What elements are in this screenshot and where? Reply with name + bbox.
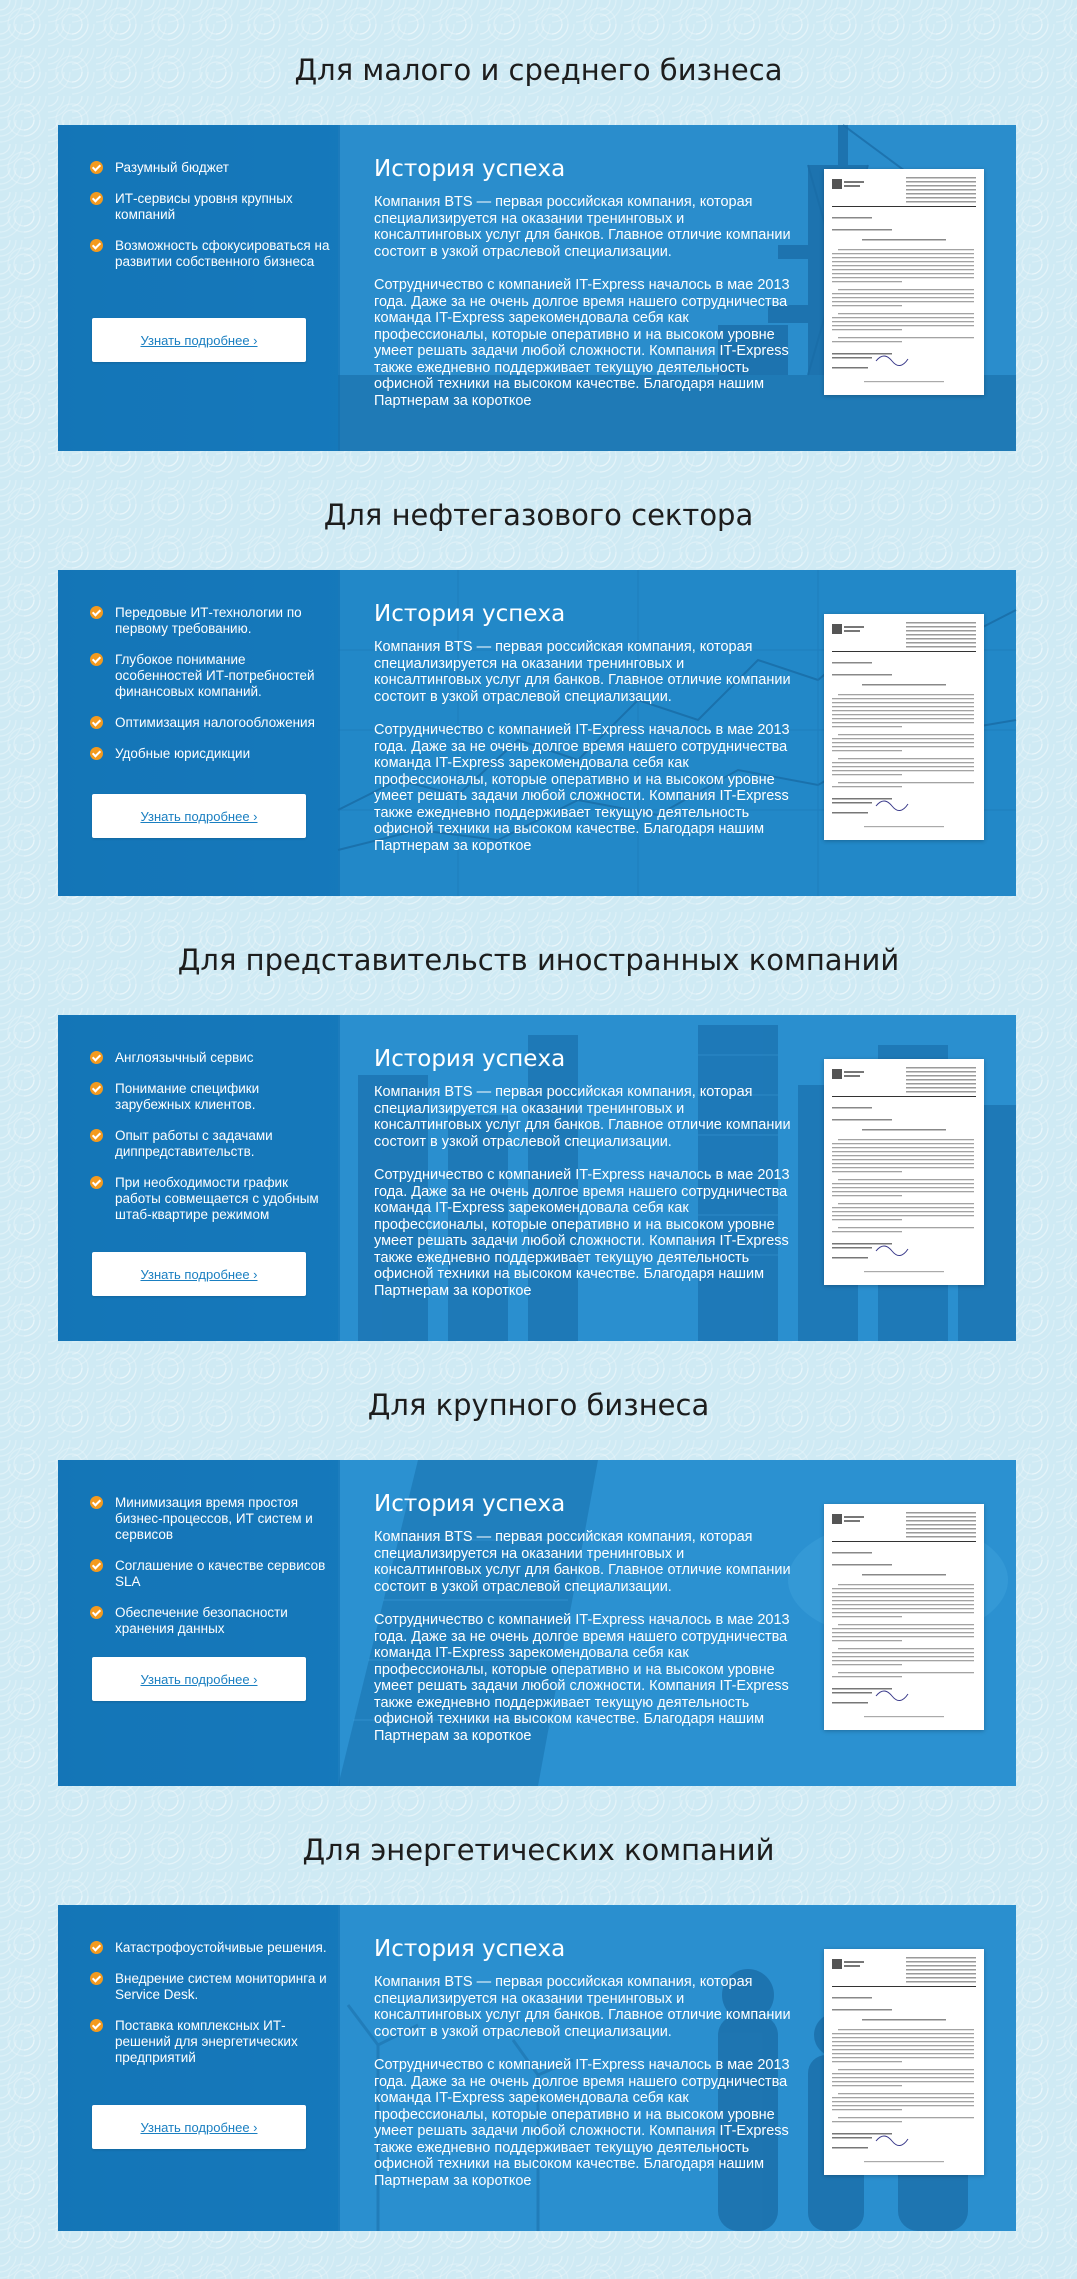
orange-check-circle-icon	[90, 1972, 103, 1985]
learn-more-button[interactable]: Узнать подробнее ›	[92, 1252, 306, 1296]
orange-check-circle-icon	[90, 1129, 103, 1142]
signature-mark	[876, 801, 908, 811]
benefits-list	[90, 1495, 330, 1652]
benefits-list	[90, 1050, 330, 1238]
benefit-item: Оптимизация налогообложения	[90, 715, 330, 731]
industry-banner	[58, 570, 1016, 896]
story-paragraph: Компания BTS — первая российская компания, которая специализируется на оказании тренинговых и консалтинговых услуг для банков. Главное отличие компании состоит в узкой отраслевой специализации.	[374, 1084, 791, 1150]
orange-check-circle-icon	[90, 1559, 103, 1572]
benefit-item: Поставка комплексных ИТ-решений для энергетических предприятий	[90, 2018, 330, 2066]
story-paragraph: Сотрудничество с компанией IT-Express началось в мае 2013 года. Даже за не очень долгое время нашего сотрудничества команда IT-Express зарекомендовала себя как профессионалы, которые оперативно и на высоком уровне умеет решать задачи любой сложности. Компания IT-Express также ежедневно поддерживает текущую деятельность офисной техники на высоком качестве. Благодаря нашим Партнерам за короткое	[374, 722, 790, 854]
company-logo-mark	[832, 179, 842, 189]
story-paragraph: Сотрудничество с компанией IT-Express началось в мае 2013 года. Даже за не очень долгое время нашего сотрудничества команда IT-Express зарекомендовала себя как профессионалы, которые оперативно и на высоком уровне умеет решать задачи любой сложности. Компания IT-Express также ежедневно поддерживает текущую деятельность офисной техники на высоком качестве. Благодаря нашим Партнерам за короткое	[374, 2057, 790, 2189]
orange-check-circle-icon	[90, 2019, 103, 2032]
orange-check-circle-icon	[90, 1941, 103, 1954]
story-title: История успеха	[374, 1936, 566, 1962]
section-title: Для крупного бизнеса	[367, 1388, 710, 1422]
success-story	[374, 600, 794, 855]
orange-check-circle-icon	[90, 239, 103, 252]
benefit-item: Внедрение систем мониторинга и Service Desk.	[90, 1971, 330, 2003]
benefits-list	[90, 605, 330, 777]
section-title: Для представительств иностранных компаний	[177, 943, 900, 977]
benefit-item: Передовые ИТ-технологии по первому требованию.	[90, 605, 330, 637]
orange-check-circle-icon	[90, 192, 103, 205]
section-oil-gas	[0, 480, 1077, 896]
story-paragraph: Сотрудничество с компанией IT-Express началось в мае 2013 года. Даже за не очень долгое время нашего сотрудничества команда IT-Express зарекомендовала себя как профессионалы, которые оперативно и на высоком уровне умеет решать задачи любой сложности. Компания IT-Express также ежедневно поддерживает текущую деятельность офисной техники на высоком качестве. Благодаря нашим Партнерам за короткое	[374, 1167, 790, 1299]
story-paragraph: Компания BTS — первая российская компания, которая специализируется на оказании тренинговых и консалтинговых услуг для банков. Главное отличие компании состоит в узкой отраслевой специализации.	[374, 1529, 791, 1595]
industry-banner	[58, 1460, 1016, 1786]
success-story	[374, 155, 794, 410]
letter-page-illustration	[824, 614, 984, 840]
story-paragraph: Сотрудничество с компанией IT-Express началось в мае 2013 года. Даже за не очень долгое время нашего сотрудничества команда IT-Express зарекомендовала себя как профессионалы, которые оперативно и на высоком уровне умеет решать задачи любой сложности. Компания IT-Express также ежедневно поддерживает текущую деятельность офисной техники на высоком качестве. Благодаря нашим Партнерам за короткое	[374, 1612, 790, 1744]
recommendation-letter-thumbnail[interactable]	[824, 614, 984, 840]
section-foreign-representations	[0, 925, 1077, 1341]
story-paragraph: Сотрудничество с компанией IT-Express началось в мае 2013 года. Даже за не очень долгое время нашего сотрудничества команда IT-Express зарекомендовала себя как профессионалы, которые оперативно и на высоком уровне умеет решать задачи любой сложности. Компания IT-Express также ежедневно поддерживает текущую деятельность офисной техники на высоком качестве. Благодаря нашим Партнерам за короткое	[374, 277, 790, 409]
orange-check-circle-icon	[90, 606, 103, 619]
benefit-item: Удобные юрисдикции	[90, 746, 330, 762]
signature-mark	[876, 1691, 908, 1701]
learn-more-button[interactable]: Узнать подробнее ›	[92, 318, 306, 362]
story-paragraph: Компания BTS — первая российская компания, которая специализируется на оказании тренинговых и консалтинговых услуг для банков. Главное отличие компании состоит в узкой отраслевой специализации.	[374, 1974, 791, 2040]
orange-check-circle-icon	[90, 653, 103, 666]
company-logo-mark	[832, 624, 842, 634]
section-title: Для нефтегазового сектора	[323, 498, 754, 532]
company-logo-mark	[832, 1514, 842, 1524]
recommendation-letter-thumbnail[interactable]	[824, 1059, 984, 1285]
section-title: Для малого и среднего бизнеса	[294, 53, 783, 87]
recommendation-letter-thumbnail[interactable]	[824, 169, 984, 395]
company-logo-mark	[832, 1069, 842, 1079]
orange-check-circle-icon	[90, 1176, 103, 1189]
recommendation-letter-thumbnail[interactable]	[824, 1504, 984, 1730]
benefits-list	[90, 1940, 330, 2081]
orange-check-circle-icon	[90, 161, 103, 174]
section-small-medium-business	[0, 35, 1077, 451]
benefit-item: Катастрофоустойчивые решения.	[90, 1940, 330, 1956]
signature-mark	[876, 2136, 908, 2146]
success-story	[374, 1935, 794, 2190]
benefit-item: Глубокое понимание особенностей ИТ-потребностей финансовых компаний.	[90, 652, 330, 700]
signature-mark	[876, 1246, 908, 1256]
section-large-business	[0, 1370, 1077, 1786]
letter-page-illustration	[824, 1949, 984, 2175]
learn-more-button[interactable]: Узнать подробнее ›	[92, 2105, 306, 2149]
learn-more-button[interactable]: Узнать подробнее ›	[92, 794, 306, 838]
orange-check-circle-icon	[90, 716, 103, 729]
benefit-item: Разумный бюджет	[90, 160, 330, 176]
signature-mark	[876, 356, 908, 366]
orange-check-circle-icon	[90, 1496, 103, 1509]
orange-check-circle-icon	[90, 747, 103, 760]
section-energy-companies	[0, 1815, 1077, 2231]
story-title: История успеха	[374, 1491, 566, 1517]
company-logo-mark	[832, 1959, 842, 1969]
benefit-item: Соглашение о качестве сервисов SLA	[90, 1558, 330, 1590]
story-paragraph: Компания BTS — первая российская компания, которая специализируется на оказании тренинговых и консалтинговых услуг для банков. Главное отличие компании состоит в узкой отраслевой специализации.	[374, 639, 791, 705]
industry-banner	[58, 1015, 1016, 1341]
success-story	[374, 1490, 794, 1745]
benefit-item: ИТ-сервисы уровня крупных компаний	[90, 191, 330, 223]
recommendation-letter-thumbnail[interactable]	[824, 1949, 984, 2175]
orange-check-circle-icon	[90, 1082, 103, 1095]
benefit-item: Минимизация время простоя бизнес-процессов, ИТ систем и сервисов	[90, 1495, 330, 1543]
story-title: История успеха	[374, 601, 566, 627]
story-title: История успеха	[374, 156, 566, 182]
orange-check-circle-icon	[90, 1606, 103, 1619]
section-title: Для энергетических компаний	[302, 1833, 775, 1867]
success-story	[374, 1045, 794, 1300]
letter-page-illustration	[824, 1059, 984, 1285]
letter-page-illustration	[824, 169, 984, 395]
benefits-list	[90, 160, 330, 285]
industry-banner	[58, 1905, 1016, 2231]
story-paragraph: Компания BTS — первая российская компания, которая специализируется на оказании тренинговых и консалтинговых услуг для банков. Главное отличие компании состоит в узкой отраслевой специализации.	[374, 194, 791, 260]
benefit-item: Возможность сфокусироваться на развитии собственного бизнеса	[90, 238, 330, 270]
letter-page-illustration	[824, 1504, 984, 1730]
benefit-item: Опыт работы с задачами диппредставительств.	[90, 1128, 330, 1160]
orange-check-circle-icon	[90, 1051, 103, 1064]
industry-banner	[58, 125, 1016, 451]
benefit-item: Понимание специфики зарубежных клиентов.	[90, 1081, 330, 1113]
benefit-item: Обеспечение безопасности хранения данных	[90, 1605, 330, 1637]
benefit-item: При необходимости график работы совмещается с удобным штаб-квартире режимом	[90, 1175, 330, 1223]
benefit-item: Англоязычный сервис	[90, 1050, 330, 1066]
story-title: История успеха	[374, 1046, 566, 1072]
learn-more-button[interactable]: Узнать подробнее ›	[92, 1657, 306, 1701]
